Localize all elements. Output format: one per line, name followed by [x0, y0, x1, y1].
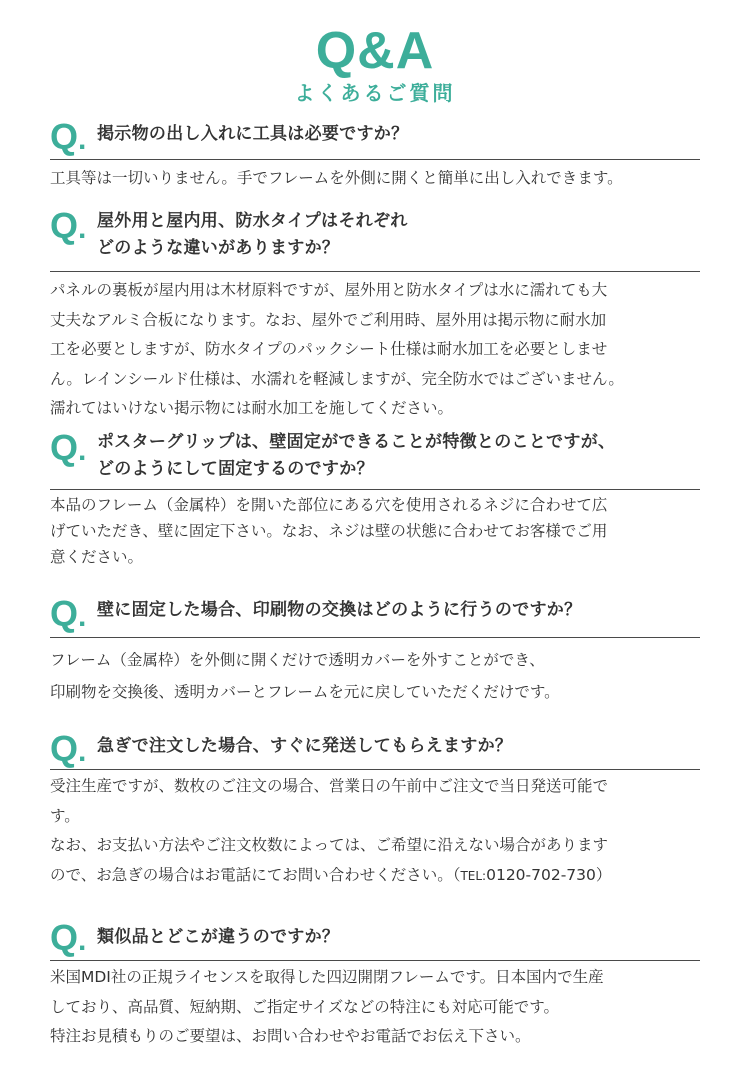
tel-number: 0120-702-730 [486, 865, 596, 884]
faq-item [50, 594, 700, 708]
faq-question-row [50, 918, 700, 961]
faq-answer: 工具等は一切いりません。手でフレームを外側に開くと簡単に出し入れできます。 [50, 169, 623, 187]
q-mark: Q. [50, 205, 87, 246]
faq-answer: 受注生産ですが、数枚のご注文の場合、営業日の午前中ご注文で当日発送可能で す。 なお、お支払い方法やご注文枚数によっては、ご希望に沿えない場合があります ので、お急ぎの場合はお電話にてお問い合わせください。（TEL:0120-702-730） [50, 777, 612, 884]
faq-question-row [50, 594, 700, 638]
faq-item [50, 428, 700, 570]
faq-question: ポスターグリップは、壁固定ができることが特徴とのことですが、 どのようにして固定するのですか？ [97, 432, 616, 479]
faq-item [50, 117, 700, 194]
page-title: Q&A [315, 22, 435, 80]
faq-question: 類似品とどこが違うのですか？ [97, 927, 340, 947]
page-subtitle: よくあるご質問 [294, 81, 456, 105]
faq-question-row [50, 117, 700, 160]
faq-question: 壁に固定した場合、印刷物の交換はどのように行うのですか？ [97, 600, 582, 620]
page-header [0, 22, 750, 106]
faq-question: 屋外用と屋内用、防水タイプはそれぞれ どのような違いがありますか？ [97, 211, 408, 258]
q-mark: Q. [50, 917, 87, 958]
faq-answer: フレーム（金属枠）を外側に開くだけで透明カバーを外すことができ、 印刷物を交換後、透明カバーとフレームを元に戻していただくだけです。 [50, 651, 560, 701]
faq-answer: 本品のフレーム（金属枠）を開いた部位にある穴を使用されるネジに合わせて広 げていただき、壁に固定下さい。なお、ネジは壁の状態に合わせてお客様でご用 意ください。 [50, 496, 608, 566]
q-mark: Q. [50, 116, 87, 157]
faq-question: 掲示物の出し入れに工具は必要ですか？ [97, 124, 409, 144]
q-mark: Q. [50, 593, 87, 634]
faq-answer: 米国MDI社の正規ライセンスを取得した四辺開閉フレームです。日本国内で生産 しており、高品質、短納期、ご指定サイズなどの特注にも対応可能です。 特注お見積もりのご要望は、お問い合わせやお電話でお伝え下さい。 [50, 968, 604, 1045]
tel-label: TEL: [460, 868, 487, 883]
faq-answer: パネルの裏板が屋内用は木材原料ですが、屋外用と防水タイプは水に濡れても大 丈夫なアルミ合板になります。なお、屋外でご利用時、屋外用は掲示物に耐水加 工を必要としますが、防水タイプのパックシート仕様は耐水加工を必要としませ ん。レインシールド仕様は、水濡れを軽減しますが、完全防水ではございません。 濡れてはいけない掲示物には耐水加工を施してください。 [50, 281, 624, 417]
faq-question-row [50, 206, 700, 272]
faq-question-row [50, 729, 700, 770]
q-mark: Q. [50, 427, 87, 468]
q-mark: Q. [50, 728, 87, 769]
faq-question: 急ぎで注文した場合、すぐに発送してもらえますか？ [97, 736, 513, 756]
faq-item [50, 918, 700, 1052]
faq-question-row [50, 428, 700, 490]
faq-item [50, 729, 700, 891]
faq-item [50, 206, 700, 424]
